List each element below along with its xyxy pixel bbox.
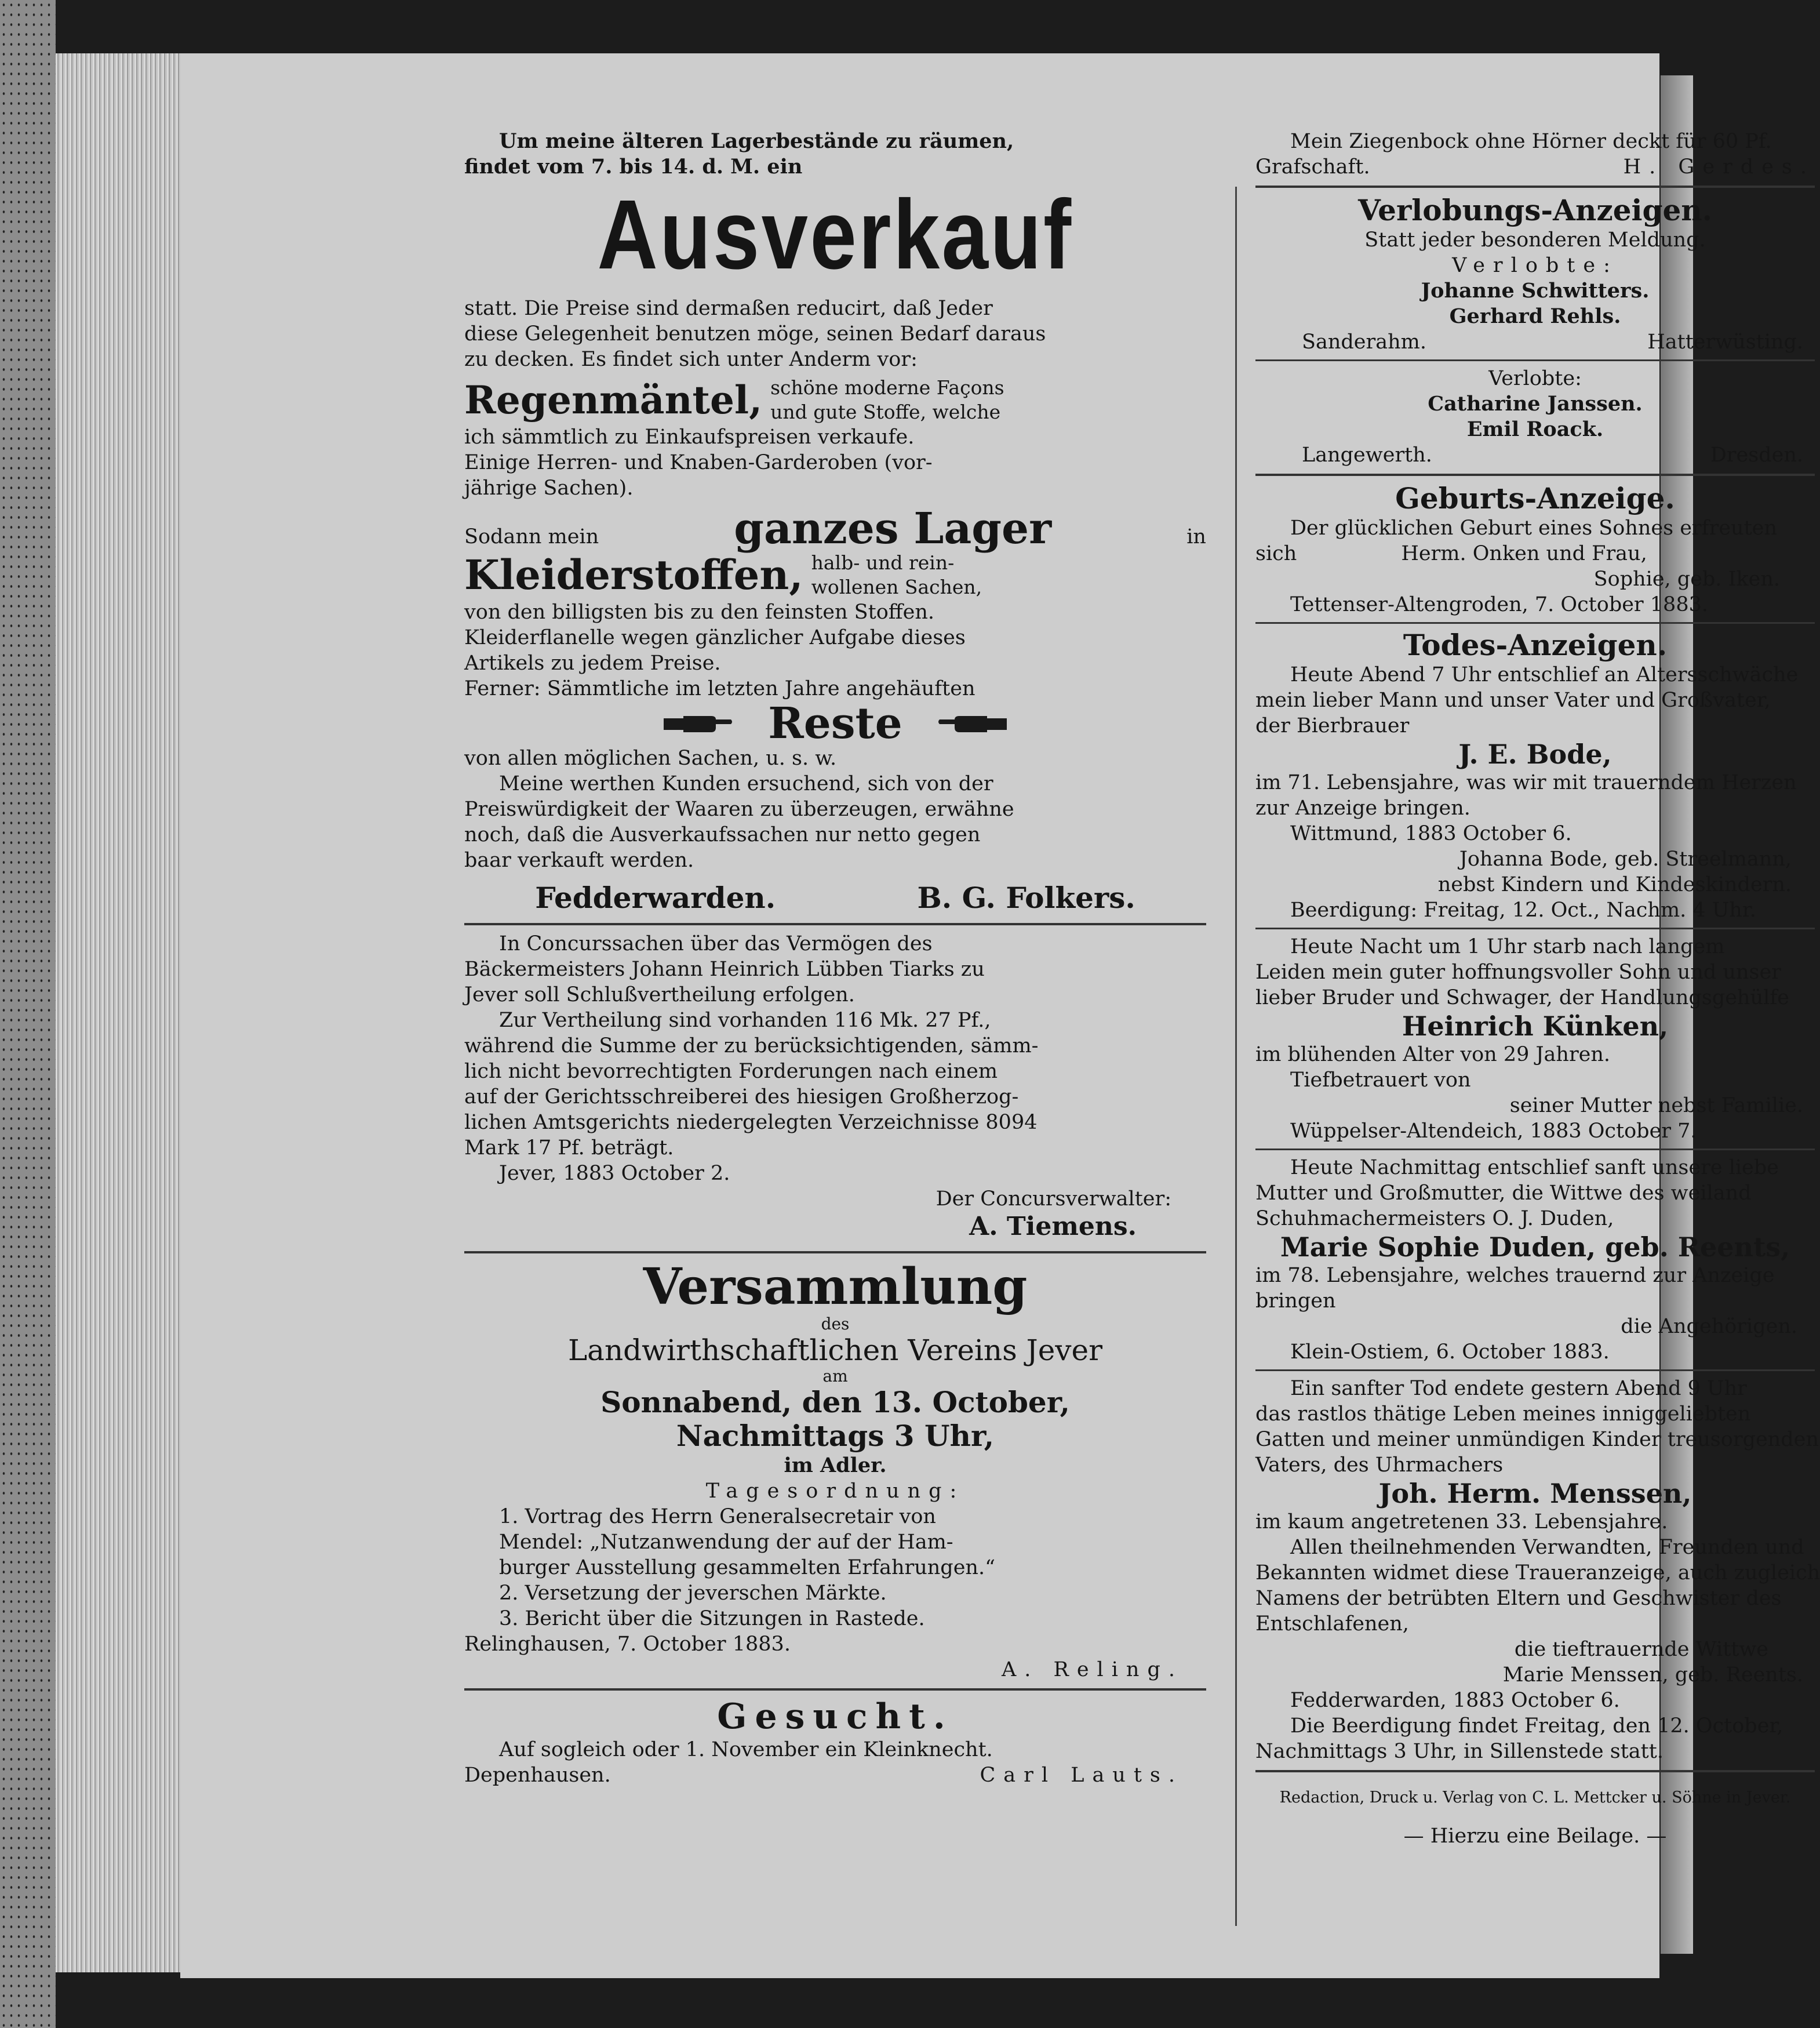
deceased-name: Heinrich Künken, [1402,1011,1669,1042]
text-line: die Angehörigen. [1621,1315,1797,1338]
text-line: Artikels zu jedem Preise. [464,652,721,675]
beilage-note: — Hierzu eine Beilage. — [1403,1825,1667,1848]
text-line: Sophie, geb. Iken. [1593,568,1780,591]
text-line: Jever, 1883 October 2. [499,1162,730,1185]
divider [1255,622,1815,624]
pointing-hand-left-icon [937,710,1007,737]
text-line: Heute Nacht um 1 Uhr starb nach langem [1290,935,1725,958]
divider [464,923,1206,925]
verlobungs-heading: Verlobungs-Anzeigen. [1357,193,1713,227]
text-line: zur Anzeige bringen. [1255,797,1470,820]
text-line: Carl Lauts. [980,1764,1183,1787]
text-line: statt. Die Preise sind dermaßen reducirt, daß Jeder [464,297,993,320]
text-line: Klein-Ostiem, 6. October 1883. [1290,1340,1610,1364]
text-line: halb- und rein- [811,551,955,574]
lager-line [464,504,1206,554]
versammlung-time: Nachmittags 3 Uhr, [676,1419,995,1453]
text-line: Allen theilnehmenden Verwandten, Freunden und [1290,1536,1804,1559]
gesucht-title: Gesucht. [717,1696,953,1737]
text-line: im 71. Lebensjahre, was wir mit trauerndem Herzen [1255,771,1797,794]
text-line: Ein sanfter Tod endete gestern Abend 9 Uhr [1290,1377,1747,1400]
ausverkauf-headline: Ausverkauf [597,180,1073,290]
divider [1255,474,1815,476]
deceased-name: Joh. Herm. Menssen, [1378,1478,1692,1509]
reste-line [464,699,1206,748]
couple-name: Emil Roack. [1466,417,1604,441]
text-line: Schuhmachermeisters O. J. Duden, [1255,1207,1614,1230]
agenda-line: 2. Versetzung der jeverschen Märkte. [499,1582,887,1605]
text-line: Tettenser-Altengroden, 7. October 1883. [1290,593,1708,616]
text-line: Tiefbetrauert von [1290,1068,1471,1092]
text-line: bringen [1255,1289,1336,1313]
text-line: Marie Menssen, geb. Reents. [1502,1663,1803,1687]
gesucht-signature [464,1762,1206,1788]
text-line: Johanna Bode, geb. Streelmann, [1459,848,1792,871]
divider [1255,928,1815,929]
divider [1255,1369,1815,1371]
geburts-heading: Geburts-Anzeige. [1395,481,1675,515]
text-line: Statt jeder besonderen Meldung. [1364,228,1706,252]
text-line: ich sämmtlich zu Einkaufspreisen verkaufe. [464,426,915,449]
regen-side [770,376,1206,424]
intro-line: Um meine älteren Lagerbestände zu räumen, [499,129,1014,153]
text-line: lieber Bruder und Schwager, der Handlungsgehülfe [1255,986,1789,1009]
text-line: das rastlos thätige Leben meines inniggeliebten [1255,1402,1751,1426]
text-line: Herm. Onken und Frau, [1401,542,1647,565]
kleider-side [811,551,1206,599]
agenda-title: Tagesordnung: [705,1480,965,1503]
imprint: Redaction, Druck u. Verlag von C. L. Mettcker u. Söhne in Jever. [1279,1789,1791,1807]
text-line: und gute Stoffe, welche [770,401,1001,423]
text-line: von allen möglichen Sachen, u. s. w. [464,747,837,770]
ziege-signature [1255,154,1815,180]
deceased-name: Marie Sophie Duden, geb. Reents, [1280,1231,1790,1263]
text-line: Der Concursverwalter: [936,1187,1171,1211]
divider [1255,1149,1815,1150]
text-line: sich [1255,542,1297,565]
text-line: Mark 17 Pf. beträgt. [464,1136,674,1160]
right-column [1255,129,1820,1849]
text-line: während die Summe der zu berücksichtigenden, sämm- [464,1034,1039,1057]
agenda-line: burger Ausstellung gesammelten Erfahrungen.“ [499,1556,995,1579]
folkers-signature [464,879,1206,917]
text-line: Heute Nachmittag entschlief sanft unsere liebe [1290,1156,1779,1179]
page-edges [56,53,180,1972]
text-line: Die Beerdigung findet Freitag, den 12. October, [1290,1714,1783,1738]
text-line: Mutter und Großmutter, die Wittwe des weiland [1255,1182,1752,1205]
signature-name: B. G. Folkers. [917,881,1135,915]
text-line: Heute Abend 7 Uhr entschlief an Altersschwäche [1290,663,1799,686]
agenda-line: 1. Vortrag des Herrn Generalsecretair von [499,1505,936,1528]
text-line: Beerdigung: Freitag, 12. Oct., Nachm. 4 Uhr. [1290,899,1756,922]
couple-name: Johanne Schwitters. [1421,279,1650,303]
text-line: Kleiderflanelle wegen gänzlicher Aufgabe dieses [464,626,966,649]
reling-signature: A. Reling. [1001,1658,1183,1681]
text-line: jährige Sachen). [464,477,634,500]
text-line: der Bierbrauer [1255,714,1410,737]
text-line: Bäckermeisters Johann Heinrich Lübben Tiarks zu [464,958,985,981]
text-line: Verlobte: [1452,254,1618,277]
regenmaentel-word: Regenmäntel, [464,377,763,423]
text-line: Nachmittags 3 Uhr, in Sillenstede statt. [1255,1740,1664,1763]
text-line: H. Gerdes. [1623,155,1815,179]
text-line: Wittmund, 1883 October 6. [1290,822,1572,845]
text-line: zu decken. Es findet sich unter Anderm vor: [464,348,918,371]
text-line: Jever soll Schlußvertheilung erfolgen. [464,983,855,1006]
text-line: am [822,1366,848,1386]
text-line: Grafschaft. [1255,155,1370,179]
text-line: Depenhausen. [464,1764,611,1787]
text-line: Ferner: Sämmtliche im letzten Jahre angehäuften [464,677,975,700]
signature-place: Fedderwarden. [535,881,776,915]
text-line: Vaters, des Uhrmachers [1255,1453,1504,1477]
column-rule [1235,187,1237,1926]
newspaper-page [180,53,1820,1978]
text-line: Der glücklichen Geburt eines Sohnes erfreuten [1290,517,1777,540]
text-line: Mein Ziegenbock ohne Hörner deckt für 60 Pf. [1290,130,1772,153]
agenda-line: Relinghausen, 7. October 1883. [464,1633,791,1656]
text-line: wollenen Sachen, [811,576,982,598]
text-line: In Concurssachen über das Vermögen des [499,932,933,955]
divider [1255,186,1815,188]
versammlung-title: Versammlung [643,1257,1028,1316]
left-column [464,129,1206,1788]
text-line: Entschlafenen, [1255,1612,1409,1636]
text-line: Dresden. [1710,444,1803,467]
couple-places [1255,329,1815,355]
text-line: Sodann mein [464,525,599,548]
divider [464,1251,1206,1253]
kleiderstoffen-word: Kleiderstoffen, [464,551,803,599]
text-line: Bekannten widmet diese Traueranzeige, auch zugleich [1255,1561,1820,1584]
geburt-line [1255,541,1815,566]
text-line: Namens der betrübten Eltern und Geschwister des [1255,1587,1782,1610]
text-line: nebst Kindern und Kindeskindern. [1437,873,1792,896]
pointing-hand-right-icon [664,710,733,737]
couple-places [1255,442,1815,468]
agenda-line: Mendel: „Nutzanwendung der auf der Ham- [499,1531,953,1554]
text-line: Wüppelser-Altendeich, 1883 October 7. [1290,1120,1697,1143]
versammlung-date: Sonnabend, den 13. October, [600,1385,1070,1419]
text-line: des [821,1314,850,1333]
speckled-margin [0,0,56,2028]
text-line: seiner Mutter nebst Familie. [1509,1094,1803,1117]
ganzes-lager-word: ganzes Lager [734,504,1052,554]
text-line: noch, daß die Ausverkaufssachen nur netto gegen [464,823,981,846]
text-line: Verlobte: [1488,367,1582,390]
text-line: diese Gelegenheit benutzen möge, seinen Bedarf daraus [464,322,1046,346]
regen-block [464,376,1206,424]
vereins-name: Landwirthschaftlichen Vereins Jever [567,1333,1103,1367]
text-line: in [1186,525,1206,548]
text-line: Zur Vertheilung sind vorhanden 116 Mk. 27 Pf., [499,1009,991,1032]
text-line: Einige Herren- und Knaben-Garderoben (vor- [464,451,933,474]
text-line: im 78. Lebensjahre, welches trauernd zur Anzeige [1255,1264,1775,1287]
text-line: Hatterwüsting. [1647,330,1803,354]
text-line: Preiswürdigkeit der Waaren zu überzeugen, erwähne [464,798,1014,821]
divider [464,1688,1206,1691]
text-line: lich nicht bevorrechtigten Forderungen nach einem [464,1060,998,1083]
text-line: die tieftrauernde Wittwe [1514,1638,1768,1661]
todes-heading: Todes-Anzeigen. [1403,628,1668,662]
text-line: auf der Gerichtsschreiberei des hiesigen Großherzog- [464,1085,1019,1109]
divider [1255,359,1815,361]
text-line: Leiden mein guter hoffnungsvoller Sohn und unser [1255,961,1781,984]
text-line: Langewerth. [1302,444,1432,467]
text-line: schöne moderne Façons [770,376,1004,399]
text-line: von den billigsten bis zu den feinsten Stoffen. [464,601,935,624]
text-line: mein lieber Mann und unser Vater und Großvater, [1255,689,1771,712]
deceased-name: J. E. Bode, [1458,739,1612,770]
text-line: Auf sogleich oder 1. November ein Kleinknecht. [499,1738,993,1761]
text-line: im blühenden Alter von 29 Jahren. [1255,1043,1611,1066]
text-line: Fedderwarden, 1883 October 6. [1290,1689,1620,1712]
text-line: Meine werthen Kunden ersuchend, sich von der [499,772,993,795]
text-line: lichen Amtsgerichts niedergelegten Verzeichnisse 8094 [464,1111,1038,1134]
text-line: im kaum angetretenen 33. Lebensjahre. [1255,1510,1668,1533]
concurs-signature: A. Tiemens. [969,1212,1137,1241]
kleider-block [464,551,1206,599]
couple-name: Gerhard Rehls. [1449,304,1621,328]
text-line: Gatten und meiner unmündigen Kinder treusorgenden [1255,1428,1819,1451]
text-line: baar verkauft werden. [464,849,694,872]
divider [1255,1770,1815,1772]
intro-line: findet vom 7. bis 14. d. M. ein [464,155,803,179]
text-line: Sanderahm. [1302,330,1426,354]
reste-word: Reste [768,699,902,748]
versammlung-place: im Adler. [784,1453,887,1477]
agenda-line: 3. Bericht über die Sitzungen in Rastede. [499,1607,925,1630]
couple-name: Catharine Janssen. [1428,392,1643,416]
